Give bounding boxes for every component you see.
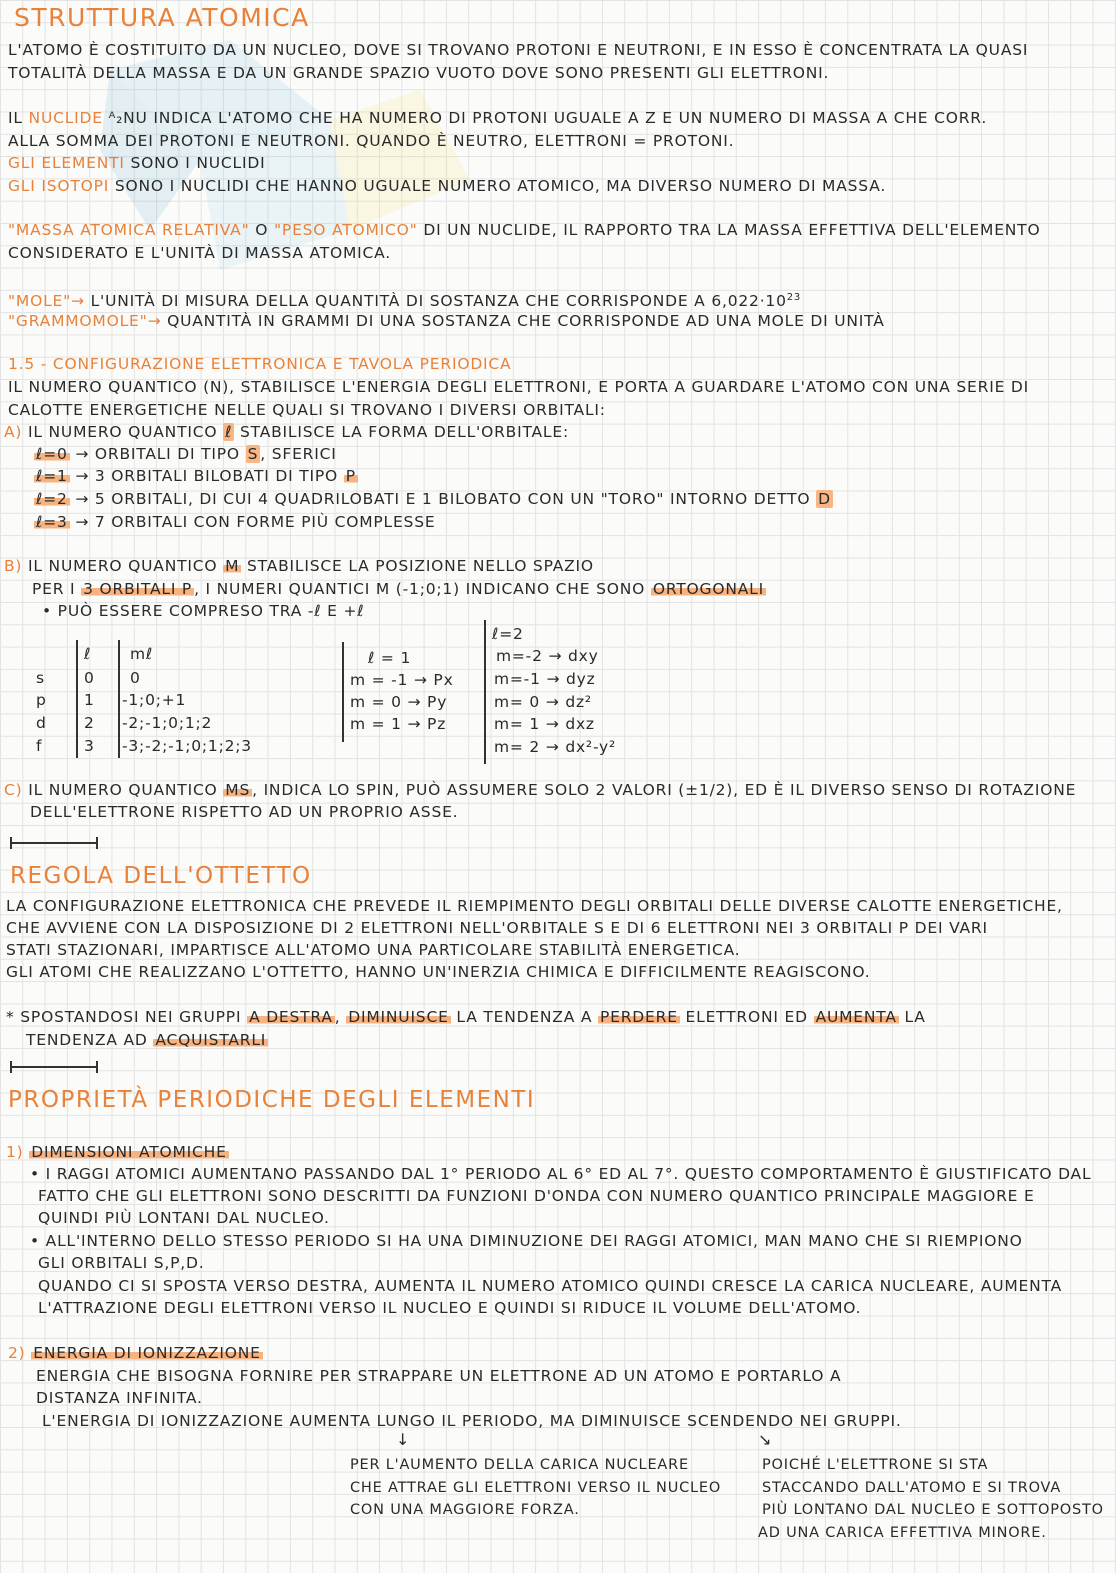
paragraph-line: LA CONFIGURAZIONE ELETTRONICA CHE PREVEDE IL RIEMPIMENTO DEGLI ORBITALI DELLE DIVERSE CALOTTE ENERGETICHE, xyxy=(6,897,1063,915)
text: PER I xyxy=(32,580,76,598)
note-line xyxy=(6,1007,926,1027)
explanation-line: PIÙ LONTANO DAL NUCLEO E SOTTOPOSTO xyxy=(762,1502,1104,1518)
highlight: PERDERE xyxy=(600,1008,678,1026)
paragraph-line: ALLA SOMMA DEI PROTONI E NEUTRONI. QUANDO È NEUTRO, ELETTRONI = PROTONI. xyxy=(8,132,735,150)
table-cell: 3 xyxy=(84,737,95,755)
subheading xyxy=(6,1142,229,1162)
paragraph-line: • I RAGGI ATOMICI AUMENTANO PASSANDO DAL 1° PERIODO AL 6° ED AL 7°. QUESTO COMPORTAMENTO È GIUSTIFICATO DAL xyxy=(30,1165,1092,1183)
paragraph-line: FATTO CHE GLI ELETTRONI SONO DESCRITTI DA FUNZIONI D'ONDA CON NUMERO QUANTICO PRINCIPALE MAGGIORE E xyxy=(38,1187,1035,1205)
table-cell: 2 xyxy=(84,714,95,732)
text: LA xyxy=(904,1008,926,1026)
d-block-row: m=-1 → dyz xyxy=(494,670,596,688)
orbital-row xyxy=(34,512,435,532)
highlight: ORTOGONALI xyxy=(652,580,764,598)
page-title: STRUTTURA ATOMICA xyxy=(14,3,310,32)
term-nuclide: NUCLIDE xyxy=(28,109,103,127)
table-cell: d xyxy=(36,714,47,732)
paragraph-line: QUANDO CI SI SPOSTA VERSO DESTRA, AUMENTA IL NUMERO ATOMICO QUINDI CRESCE LA CARICA NUCLEARE, AUMENTA xyxy=(38,1277,1062,1295)
table-header-ml: mℓ xyxy=(130,645,154,663)
paragraph-line: L'ENERGIA DI IONIZZAZIONE AUMENTA LUNGO IL PERIODO, MA DIMINUISCE SCENDENDO NEI GRUPPI. xyxy=(42,1412,902,1430)
paragraph-line: L'ATTRAZIONE DEGLI ELETTRONI VERSO IL NUCLEO E QUINDI SI RIDUCE IL VOLUME DELL'ATOMO. xyxy=(38,1299,862,1317)
d-block-row: m= 0 → dz² xyxy=(494,693,592,711)
symbol-m: M xyxy=(225,557,240,575)
paragraph-line: TOTALITÀ DELLA MASSA E DA UN GRANDE SPAZIO VUOTO DOVE SONO PRESENTI GLI ELETTRONI. xyxy=(8,64,830,82)
table-cell: -1;0;+1 xyxy=(122,691,187,709)
atomic-mass-line xyxy=(8,220,1040,240)
text: STABILISCE LA FORMA DELL'ORBITALE: xyxy=(240,423,569,441)
text: SONO I NUCLIDI CHE HANNO UGUALE NUMERO ATOMICO, MA DIVERSO NUMERO DI MASSA. xyxy=(114,177,887,195)
text: IL NUMERO QUANTICO xyxy=(28,423,218,441)
text: INDICA L'ATOMO CHE HA NUMERO DI PROTONI UGUALE A Z E UN NUMERO DI MASSA A CHE CORR. xyxy=(153,109,988,127)
explanation-line: CON UNA MAGGIORE FORZA. xyxy=(350,1502,580,1518)
point-b-line2 xyxy=(32,579,766,599)
mole-line xyxy=(8,288,801,311)
explanation-line: STACCANDO DALL'ATOMO E SI TROVA xyxy=(762,1480,1062,1496)
highlight: AUMENTA xyxy=(815,1008,897,1026)
arrow-down-icon: ↓ xyxy=(396,1430,411,1449)
text: , xyxy=(334,1008,341,1026)
grammomole-line xyxy=(8,311,885,331)
point-a xyxy=(4,422,569,442)
section-title: REGOLA DELL'OTTETTO xyxy=(10,863,312,889)
explanation-line: AD UNA CARICA EFFETTIVA MINORE. xyxy=(758,1525,1047,1541)
list-label: 2) xyxy=(8,1344,26,1362)
paragraph-line: ENERGIA CHE BISOGNA FORNIRE PER STRAPPARE UN ELETTRONE AD UN ATOMO E PORTARLO A xyxy=(36,1367,842,1385)
table-cell: 0 xyxy=(130,669,141,687)
list-label: A) xyxy=(4,423,23,441)
highlight: ACQUISTARLI xyxy=(155,1031,267,1049)
orbital-type: S xyxy=(247,445,259,463)
text: → 3 ORBITALI BILOBATI DI TIPO xyxy=(75,467,338,485)
section-title: PROPRIETÀ PERIODICHE DEGLI ELEMENTI xyxy=(8,1087,536,1113)
nuclide-symbol: ᴬ₂NU xyxy=(108,109,148,127)
orbital-row xyxy=(34,489,833,509)
table-cell: s xyxy=(36,669,45,687)
orbital-row xyxy=(34,444,337,464)
term-isotopes: GLI ISOTOPI xyxy=(8,177,110,195)
text: QUANTITÀ IN GRAMMI DI UNA SOSTANZA CHE CORRISPONDE AD UNA MOLE DI UNITÀ xyxy=(167,312,885,330)
table-cell: 1 xyxy=(84,691,95,709)
paragraph-line: STATI STAZIONARI, IMPARTISCE ALL'ATOMO UNA PARTICOLARE STABILITÀ ENERGETICA. xyxy=(6,941,741,959)
table-divider xyxy=(76,640,78,758)
highlight: DIMINUISCE xyxy=(348,1008,449,1026)
divider-rule xyxy=(10,842,98,844)
text: LA TENDENZA A xyxy=(456,1008,593,1026)
section-heading: 1.5 - CONFIGURAZIONE ELETTRONICA E TAVOLA PERIODICA xyxy=(8,355,512,373)
term-elements: GLI ELEMENTI xyxy=(8,154,125,172)
elements-line xyxy=(8,153,265,173)
list-label: C) xyxy=(4,781,23,799)
text: DI UN NUCLIDE, IL RAPPORTO TRA LA MASSA EFFETTIVA DELL'ELEMENTO xyxy=(423,221,1041,239)
d-block-header: ℓ=2 xyxy=(492,625,524,643)
term-relative-mass: "MASSA ATOMICA RELATIVA" xyxy=(8,221,250,239)
paragraph-line: QUINDI PIÙ LONTANI DAL NUCLEO. xyxy=(38,1209,330,1227)
paragraph-line: DISTANZA INFINITA. xyxy=(36,1389,203,1407)
text: , SFERICI xyxy=(260,445,337,463)
term-atomic-weight: "PESO ATOMICO" xyxy=(274,221,418,239)
paragraph-line: GLI ORBITALI S,P,D. xyxy=(38,1254,205,1272)
note-line xyxy=(26,1030,268,1050)
p-block-row: m = 1 → Pz xyxy=(350,715,447,733)
p-block-row: m = -1 → Px xyxy=(350,671,454,689)
explanation-line: PER L'AUMENTO DELLA CARICA NUCLEARE xyxy=(350,1457,689,1473)
table-cell: p xyxy=(36,691,47,709)
orbital-type: P xyxy=(345,467,356,485)
paragraph-line: L'ATOMO È COSTITUITO DA UN NUCLEO, DOVE SI TROVANO PROTONI E NEUTRONI, E IN ESSO È CONCENTRATA LA QUASI xyxy=(8,41,1029,59)
nuclide-line xyxy=(8,108,987,128)
subheading-text: ENERGIA DI IONIZZAZIONE xyxy=(33,1344,261,1362)
text: * SPOSTANDOSI NEI GRUPPI xyxy=(6,1008,242,1026)
text: → 7 ORBITALI CON FORME PIÙ COMPLESSE xyxy=(75,513,436,531)
text: , INDICA LO SPIN, PUÒ ASSUMERE SOLO 2 VALORI (±1/2), ED È IL DIVERSO SENSO DI ROTAZIONE xyxy=(252,781,1077,799)
block-divider xyxy=(342,642,344,742)
symbol-l: ℓ xyxy=(225,423,233,441)
paragraph-line: DELL'ELETTRONE RISPETTO AD UN PROPRIO ASSE. xyxy=(30,803,459,821)
explanation-line: CHE ATTRAE GLI ELETTRONI VERSO IL NUCLEO xyxy=(350,1480,722,1496)
table-cell: -2;-1;0;1;2 xyxy=(122,714,213,732)
table-cell: f xyxy=(36,737,43,755)
subheading xyxy=(8,1343,263,1363)
text: IL xyxy=(8,109,23,127)
symbol-ms: MS xyxy=(225,781,251,799)
text: → ORBITALI DI TIPO xyxy=(75,445,240,463)
table-header-l: ℓ xyxy=(84,645,92,663)
paragraph-line: • ALL'INTERNO DELLO STESSO PERIODO SI HA UNA DIMINUZIONE DEI RAGGI ATOMICI, MAN MANO CHE SI RIEMPIONO xyxy=(30,1232,1023,1250)
orbital-row xyxy=(34,466,358,486)
table-cell: -3;-2;-1;0;1;2;3 xyxy=(122,737,252,755)
highlight: 3 ORBITALI P xyxy=(83,580,193,598)
orbital-type: D xyxy=(818,490,831,508)
paragraph-line: GLI ATOMI CHE REALIZZANO L'OTTETTO, HANNO UN'INERZIA CHIMICA E DIFFICILMENTE REAGISCONO. xyxy=(6,963,871,981)
d-block-row: m=-2 → dxy xyxy=(496,647,599,665)
divider-rule xyxy=(10,1066,98,1068)
text: IL NUMERO QUANTICO xyxy=(28,557,218,575)
d-block-row: m= 2 → dx²-y² xyxy=(494,738,617,756)
isotopes-line xyxy=(8,176,886,196)
text: IL NUMERO QUANTICO xyxy=(28,781,218,799)
p-block-header: ℓ = 1 xyxy=(368,649,412,667)
term-grammomole: "GRAMMOMOLE"→ xyxy=(8,312,162,330)
table-divider xyxy=(118,640,120,758)
subheading-text: DIMENSIONI ATOMICHE xyxy=(31,1143,227,1161)
paragraph-line: IL NUMERO QUANTICO (N), STABILISCE L'ENERGIA DEGLI ELETTRONI, E PORTA A GUARDARE L'ATOMO CON UNA SERIE DI xyxy=(8,378,1030,396)
explanation-line: POICHÉ L'ELETTRONE SI STA xyxy=(762,1457,989,1473)
d-block-row: m= 1 → dxz xyxy=(494,715,595,733)
point-b xyxy=(4,556,594,576)
text: STABILISCE LA POSIZIONE NELLO SPAZIO xyxy=(247,557,594,575)
text: L'UNITÀ DI MISURA DELLA QUANTITÀ DI SOSTANZA CHE CORRISPONDE A 6,022·10 xyxy=(90,292,787,311)
point-c xyxy=(4,780,1076,800)
text: , I NUMERI QUANTICI M (-1;0;1) INDICANO CHE SONO xyxy=(194,580,646,598)
p-block-row: m = 0 → Py xyxy=(350,693,448,711)
paragraph-line: CALOTTE ENERGETICHE NELLE QUALI SI TROVANO I DIVERSI ORBITALI: xyxy=(8,401,606,419)
paragraph-line: CONSIDERATO E L'UNITÀ DI MASSA ATOMICA. xyxy=(8,244,392,262)
paragraph-line: • PUÒ ESSERE COMPRESO TRA -ℓ E +ℓ xyxy=(42,602,365,620)
paragraph-line: CHE AVVIENE CON LA DISPOSIZIONE DI 2 ELETTRONI NELL'ORBITALE S E DI 6 ELETTRONI NEI 3 ORBITALI P DEI VARI xyxy=(6,919,988,937)
text: ELETTRONI ED xyxy=(685,1008,808,1026)
term-mole: "MOLE"→ xyxy=(8,292,85,311)
exponent: 23 xyxy=(786,292,802,303)
table-cell: 0 xyxy=(84,669,95,687)
highlight: A DESTRA xyxy=(249,1008,333,1026)
list-label: B) xyxy=(4,557,23,575)
l-value: ℓ=0 xyxy=(36,445,68,463)
arrow-down-right-icon: ↘ xyxy=(758,1430,773,1449)
text: SONO I NUCLIDI xyxy=(130,154,266,172)
l-value: ℓ=3 xyxy=(36,513,68,531)
list-label: 1) xyxy=(6,1143,24,1161)
text: TENDENZA AD xyxy=(26,1031,148,1049)
text: O xyxy=(255,221,269,239)
l-value: ℓ=1 xyxy=(36,467,68,485)
l-value: ℓ=2 xyxy=(36,490,68,508)
block-divider xyxy=(484,620,486,764)
text: → 5 ORBITALI, DI CUI 4 QUADRILOBATI E 1 BILOBATO CON UN "TORO" INTORNO DETTO xyxy=(75,490,811,508)
